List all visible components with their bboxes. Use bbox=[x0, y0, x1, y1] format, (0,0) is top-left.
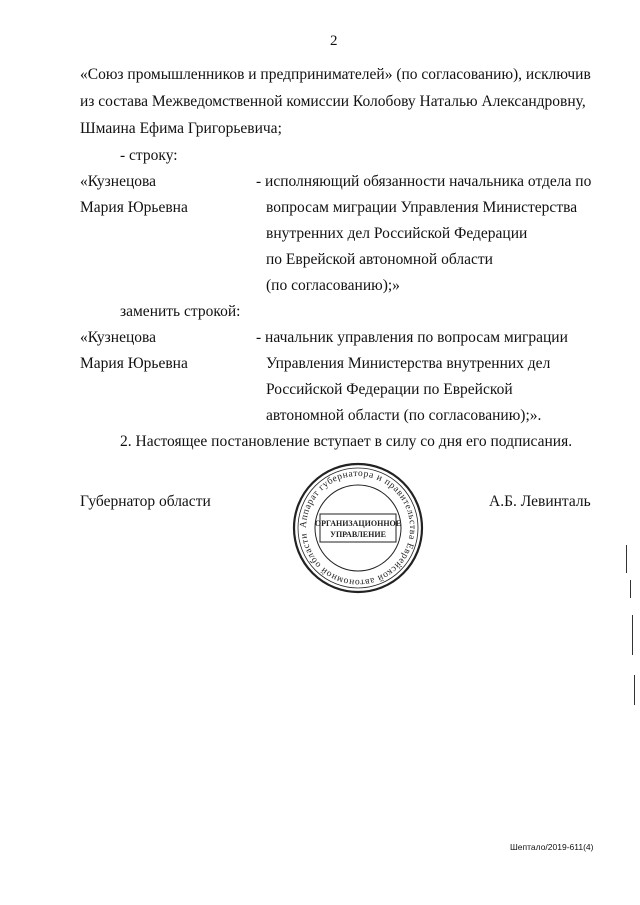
new-entry-name-line-1: «Кузнецова bbox=[80, 329, 157, 346]
body-line-2: из состава Межведомственной комиссии Колобову Наталью Александровну, bbox=[80, 93, 586, 110]
official-stamp bbox=[290, 460, 426, 596]
new-entry-desc-line: Российской Федерации по Еврейской bbox=[266, 381, 513, 398]
body-line-4: - строку: bbox=[120, 147, 178, 164]
replace-label: заменить строкой: bbox=[120, 303, 241, 320]
footer-code: Шептало/2019-611(4) bbox=[510, 842, 594, 852]
new-entry-desc-line: - начальник управления по вопросам миграции bbox=[256, 329, 568, 346]
scan-artifact-line bbox=[626, 545, 627, 573]
page-number: 2 bbox=[330, 33, 338, 49]
body-line-1: «Союз промышленников и предпринимателей» (по согласованию), исключив bbox=[80, 66, 591, 83]
scan-artifact-line bbox=[630, 580, 631, 598]
scan-artifact-line bbox=[632, 615, 633, 655]
signature-title: Губернатор области bbox=[80, 493, 211, 510]
stamp-ring-text: Аппарат губернатора и правительства Еврейской автономной области bbox=[298, 468, 418, 588]
clause-2: 2. Настоящее постановление вступает в силу со дня его подписания. bbox=[120, 433, 573, 450]
old-entry-desc-line: (по согласованию);» bbox=[266, 277, 400, 294]
scan-artifact-line bbox=[634, 675, 635, 705]
new-entry-desc-line: Управления Министерства внутренних дел bbox=[266, 355, 551, 372]
old-entry-desc-line: - исполняющий обязанности начальника отдела по bbox=[256, 173, 592, 190]
old-entry-desc-line: вопросам миграции Управления Министерства bbox=[266, 199, 578, 216]
body-line-3: Шмаина Ефима Григорьевича; bbox=[80, 120, 282, 137]
stamp-center-line-1: ОРГАНИЗАЦИОННОЕ bbox=[314, 519, 402, 528]
old-entry-desc-line: внутренних дел Российской Федерации bbox=[266, 225, 528, 242]
new-entry-desc-line: автономной области (по согласованию);». bbox=[266, 407, 542, 424]
new-entry-name-line-2: Мария Юрьевна bbox=[80, 355, 188, 372]
old-entry-name-line-2: Мария Юрьевна bbox=[80, 199, 188, 216]
old-entry-name-line-1: «Кузнецова bbox=[80, 173, 157, 190]
old-entry-desc-line: по Еврейской автономной области bbox=[266, 251, 493, 268]
stamp-center-line-2: УПРАВЛЕНИЕ bbox=[330, 530, 386, 539]
signature-name: А.Б. Левинталь bbox=[489, 493, 591, 510]
